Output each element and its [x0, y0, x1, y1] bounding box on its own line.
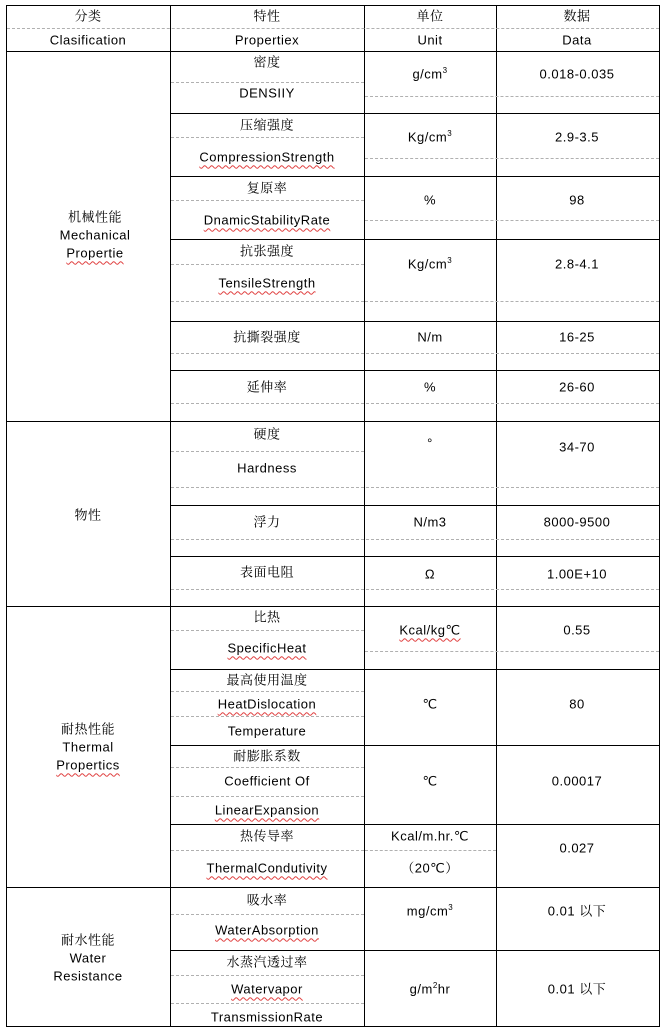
header-unit-cn: 单位 — [416, 8, 444, 24]
unit-cell: $g/m^2hr$ — [409, 981, 451, 997]
unit-cell: Kcal/m.hr.℃ — [391, 828, 469, 844]
header-divider — [6, 51, 660, 52]
unit-cell: ° — [427, 435, 433, 451]
subrow-divider — [171, 767, 364, 768]
data-cell: 2.8-4.1 — [555, 256, 599, 272]
property-en: TensileStrength — [218, 275, 316, 291]
data-cell: 34-70 — [559, 439, 595, 455]
subrow-divider — [7, 28, 659, 29]
property-en: Coefficient Of — [224, 773, 310, 789]
property-en-2: TransmissionRate — [210, 1009, 324, 1025]
subrow-divider — [171, 975, 364, 976]
column-divider — [170, 5, 171, 1027]
unit-cell: Ω — [424, 566, 436, 582]
row-divider — [170, 505, 660, 506]
subrow-divider — [171, 850, 364, 851]
group-divider — [6, 421, 660, 422]
property-en: DnamicStabilityRate — [203, 212, 331, 228]
data-cell: 16-25 — [559, 329, 595, 345]
subrow-divider — [365, 158, 659, 159]
header-property-en: Propertiex — [234, 32, 300, 48]
property-en: Hardness — [237, 460, 297, 476]
row-divider — [170, 950, 660, 951]
subrow-divider — [365, 96, 659, 97]
unit-cell: $Kg/cm^3$ — [407, 256, 453, 272]
header-data-cn: 数据 — [563, 8, 591, 24]
subrow-divider — [365, 651, 659, 652]
subrow-divider — [365, 301, 659, 302]
header-property-cn: 特性 — [253, 8, 281, 24]
subrow-divider — [171, 1003, 364, 1004]
row-divider — [170, 370, 660, 371]
property-cn: 抗张强度 — [239, 243, 295, 259]
property-cn: 吸水率 — [246, 892, 288, 908]
subrow-divider — [365, 220, 659, 221]
subrow-divider — [171, 630, 364, 631]
group-thermal-en: Thermal — [62, 739, 114, 755]
subrow-divider — [365, 850, 496, 851]
data-cell: 0.01 以下 — [547, 981, 607, 997]
header-category-cn: 分类 — [74, 8, 102, 24]
subrow-divider — [171, 451, 364, 452]
group-mechanical-en-2: Propertie — [66, 245, 124, 261]
subrow-divider — [171, 487, 659, 488]
row-divider — [170, 669, 660, 670]
property-en: ThermalCondutivity — [206, 860, 328, 876]
data-cell: 0.027 — [559, 840, 595, 856]
row-divider — [170, 113, 660, 114]
row-divider — [170, 556, 660, 557]
unit-cell: $Kg/cm^3$ — [407, 129, 453, 145]
unit-cell: ℃ — [422, 773, 438, 789]
header-data-en: Data — [562, 32, 592, 48]
property-en: Watervapor — [231, 981, 303, 997]
property-cn: 压缩强度 — [239, 117, 295, 133]
subrow-divider — [171, 796, 364, 797]
subrow-divider — [171, 539, 659, 540]
group-water-en-2: Resistance — [53, 968, 123, 984]
unit-cell: Kcal/kg℃ — [399, 622, 461, 638]
group-divider — [6, 606, 660, 607]
property-cn: 最高使用温度 — [226, 672, 308, 688]
property-cn: 密度 — [253, 54, 281, 70]
group-thermal-en-2: Propertics — [56, 757, 120, 773]
table-border-left — [6, 5, 7, 1027]
data-cell: 0.01 以下 — [547, 903, 607, 919]
data-cell: 0.55 — [563, 622, 591, 638]
header-category-en: Clasification — [49, 32, 127, 48]
property-en-2: Temperature — [227, 723, 307, 739]
property-cn: 耐膨胀系数 — [233, 748, 301, 764]
property-cn: 热传导率 — [239, 828, 295, 844]
data-cell: 80 — [569, 696, 585, 712]
property-cn: 复原率 — [246, 180, 288, 196]
property-en: CompressionStrength — [199, 149, 335, 165]
property-cn: 延伸率 — [246, 379, 288, 395]
row-divider — [170, 824, 660, 825]
group-divider — [6, 887, 660, 888]
subrow-divider — [171, 403, 659, 404]
row-divider — [170, 239, 660, 240]
unit-cell: % — [423, 192, 437, 208]
property-cn: 硬度 — [253, 426, 281, 442]
group-mechanical-cn: 机械性能 — [67, 209, 123, 225]
table-border-bottom — [6, 1026, 660, 1027]
unit-cell: $g/cm^3$ — [412, 66, 448, 82]
group-thermal-cn: 耐热性能 — [60, 721, 116, 737]
data-cell: 0.00017 — [551, 773, 603, 789]
data-cell: 26-60 — [559, 379, 595, 395]
data-cell: 98 — [569, 192, 585, 208]
property-cn: 抗撕裂强度 — [233, 329, 301, 345]
unit-cell: N/m — [417, 329, 443, 345]
property-en: WaterAbsorption — [215, 922, 319, 938]
property-en-2: LinearExpansion — [214, 802, 320, 818]
unit-cell: N/m3 — [413, 514, 447, 530]
data-cell: 1.00E+10 — [546, 566, 608, 582]
subrow-divider — [171, 137, 364, 138]
property-cn: 浮力 — [253, 514, 281, 530]
data-cell: 8000-9500 — [543, 514, 611, 530]
row-divider — [170, 321, 660, 322]
group-water-en: Water — [69, 950, 107, 966]
subrow-divider — [171, 353, 659, 354]
subrow-divider — [171, 200, 364, 201]
subrow-divider — [171, 301, 364, 302]
subrow-divider — [171, 264, 364, 265]
data-cell: 2.9-3.5 — [555, 129, 599, 145]
subrow-divider — [171, 82, 364, 83]
property-en: SpecificHeat — [227, 640, 307, 656]
property-en: DENSIIY — [239, 85, 295, 101]
subrow-divider — [171, 589, 659, 590]
unit-cell: $mg/cm^3$ — [406, 903, 454, 919]
unit-cell-2: （20℃） — [401, 860, 459, 876]
data-cell: 0.018-0.035 — [539, 66, 615, 82]
property-cn: 比热 — [253, 609, 281, 625]
unit-cell: ℃ — [422, 696, 438, 712]
subrow-divider — [171, 691, 364, 692]
header-unit-en: Unit — [417, 32, 443, 48]
subrow-divider — [171, 716, 364, 717]
unit-cell: % — [423, 379, 437, 395]
group-physical-cn: 物性 — [74, 507, 102, 523]
property-en: HeatDislocation — [217, 696, 317, 712]
property-cn: 表面电阻 — [239, 564, 295, 580]
subrow-divider — [171, 914, 364, 915]
property-cn: 水蒸汽透过率 — [226, 954, 308, 970]
table-border-top — [6, 5, 660, 6]
group-water-cn: 耐水性能 — [60, 932, 116, 948]
table-border-right — [659, 5, 660, 1027]
row-divider — [170, 745, 660, 746]
group-mechanical-en: Mechanical — [59, 227, 131, 243]
row-divider — [170, 176, 660, 177]
